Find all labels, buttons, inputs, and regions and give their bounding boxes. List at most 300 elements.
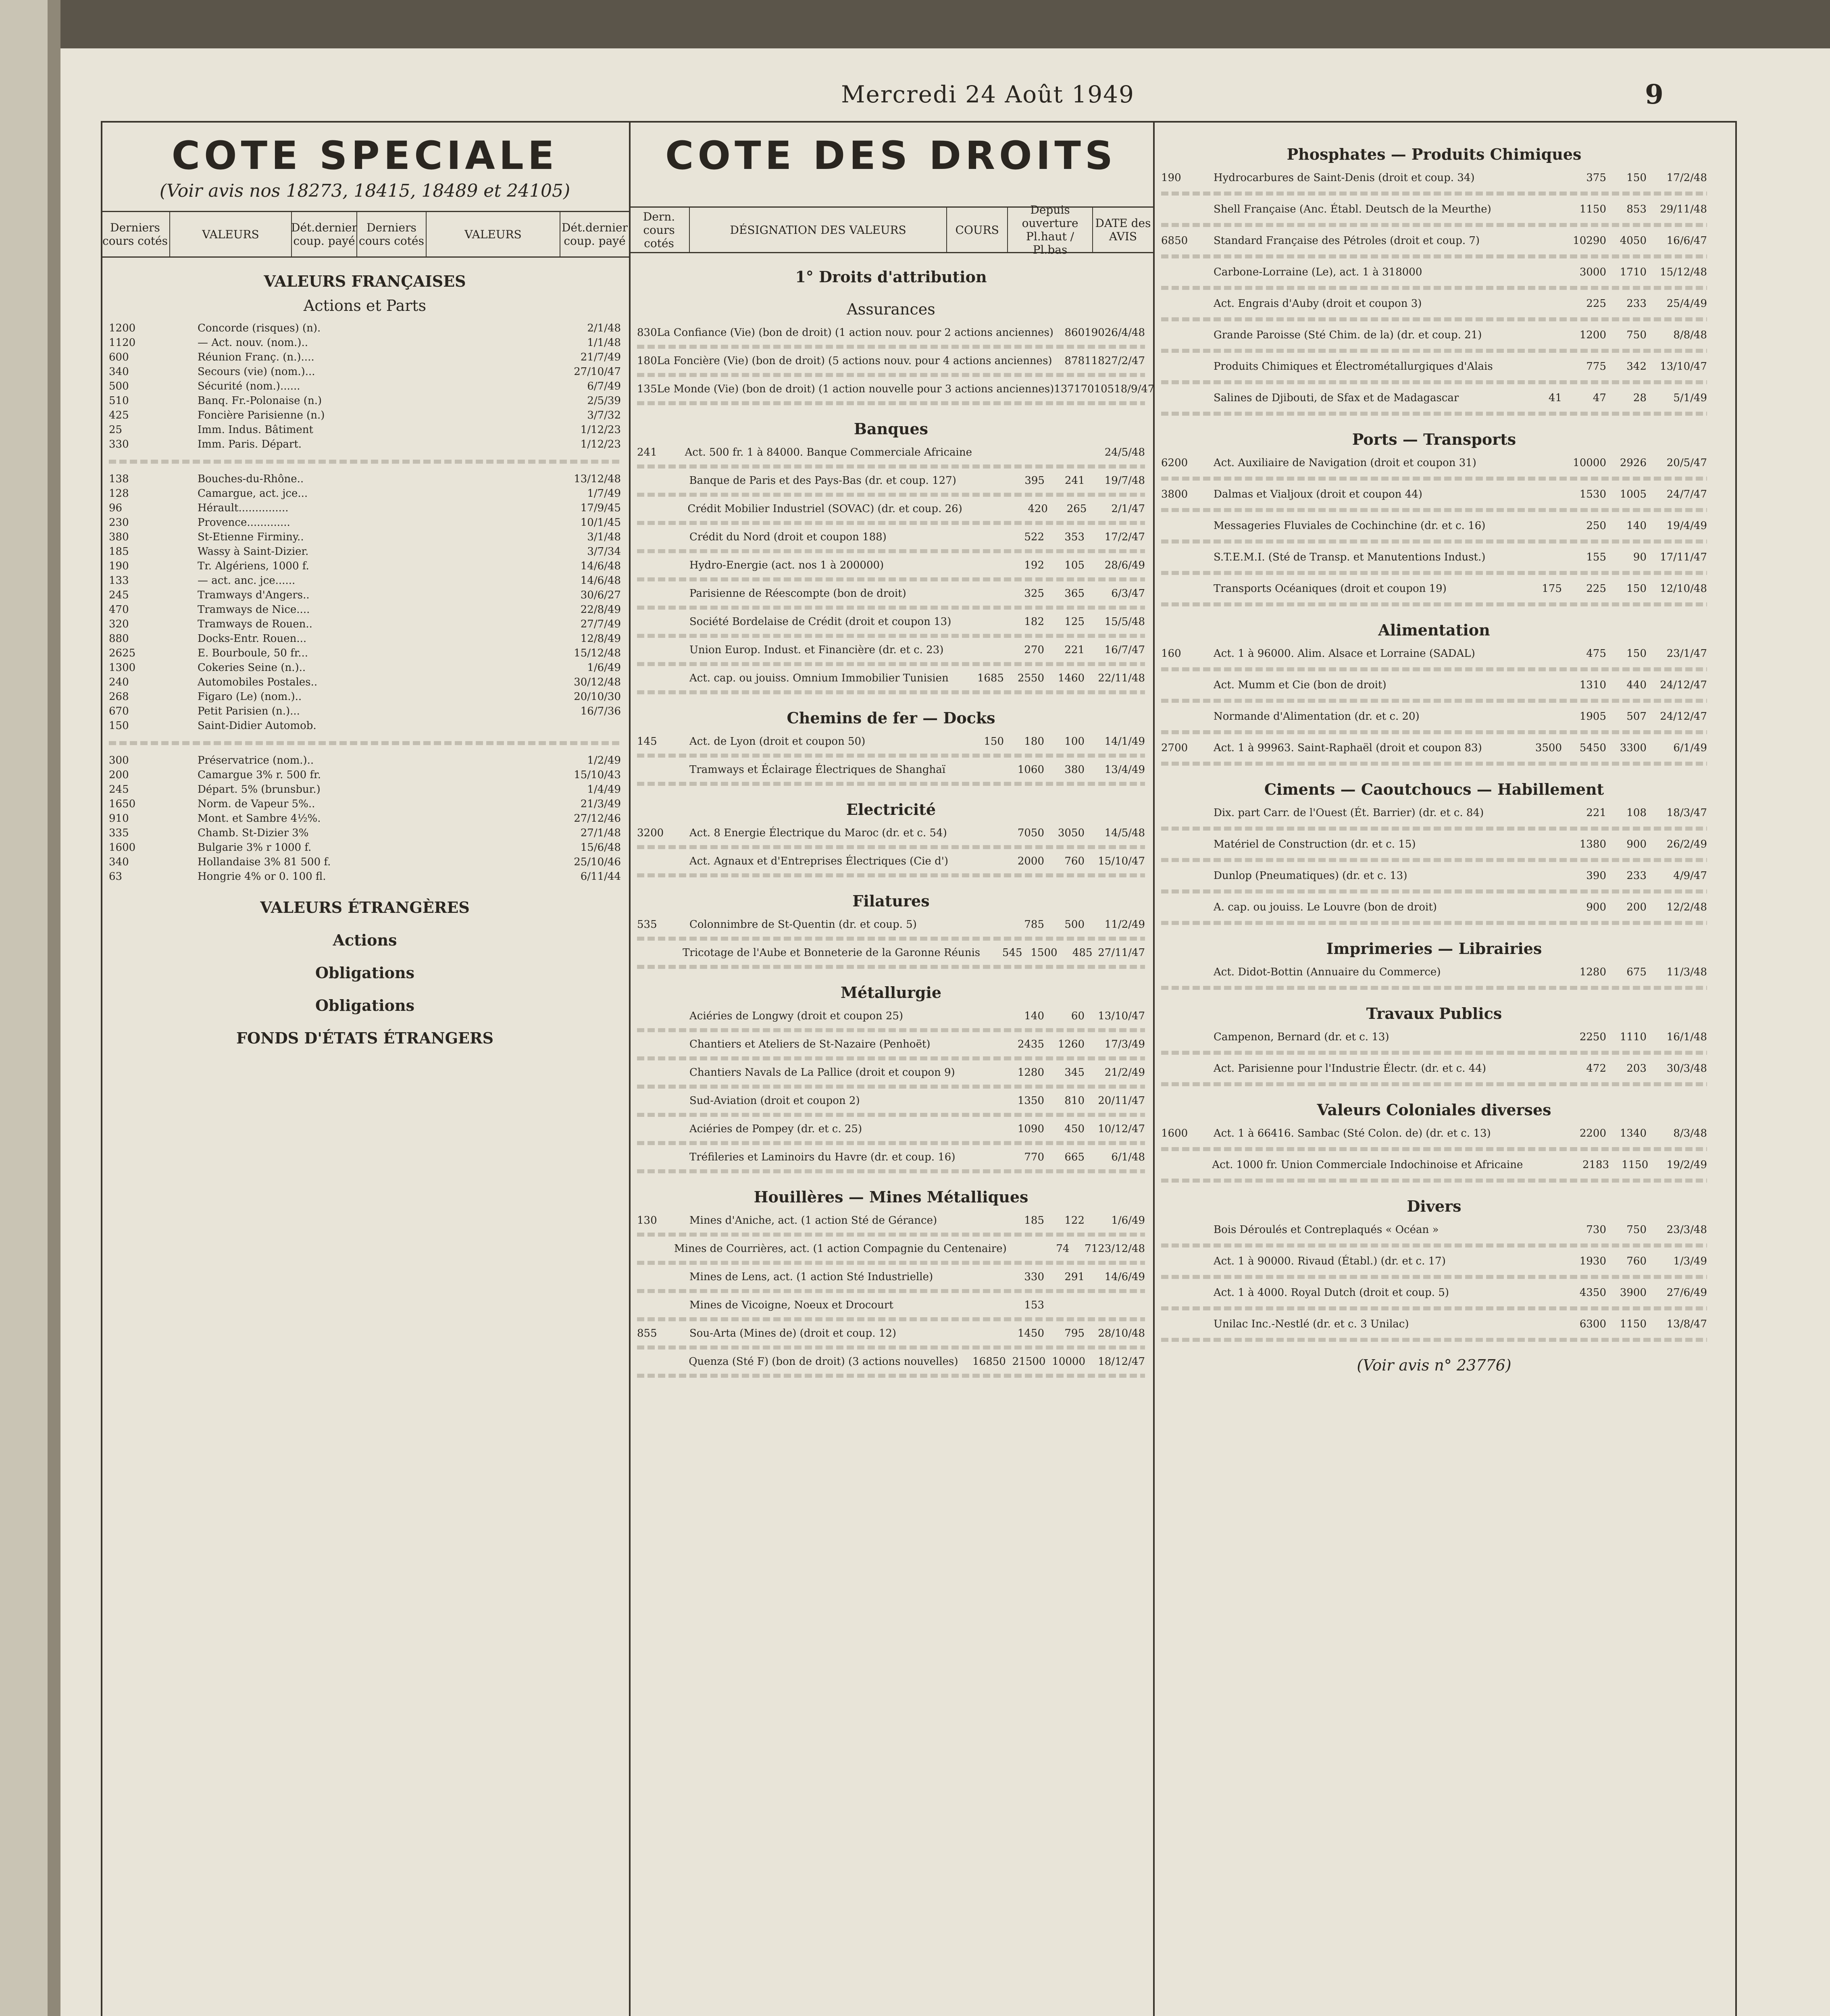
- col-header: Dét.dernier coup. payé: [292, 212, 357, 256]
- date-cell: 6/1/49: [1673, 742, 1707, 754]
- designation-cell: Act. 1 à 99963. Saint-Raphaël (droit et coupon 83): [1214, 742, 1482, 754]
- bas-cell: 353: [1064, 531, 1085, 543]
- date-cell: 24/12/47: [1660, 679, 1707, 691]
- coupon-cell: 27/12/46: [574, 812, 621, 825]
- page-number: 9: [1645, 79, 1663, 110]
- haut-cell: 47: [1593, 392, 1606, 404]
- cours-cell: 470: [109, 604, 129, 616]
- coupon-cell: 14/6/48: [580, 575, 621, 587]
- right-note: (Voir avis n° 23776): [1357, 1356, 1511, 1374]
- designation-cell: Mines de Lens, act. (1 action Sté Industrielle): [689, 1271, 933, 1283]
- bas-cell: 1710: [1620, 266, 1647, 278]
- bas-cell: 125: [1064, 616, 1085, 628]
- valeur-cell: Bulgarie 3% r 1000 f.: [198, 841, 312, 854]
- cours-cell: 137: [1054, 383, 1074, 395]
- coupon-cell: 22/8/49: [580, 604, 621, 616]
- haut-cell: 1090: [1017, 1123, 1044, 1135]
- haut-cell: 221: [1586, 807, 1606, 819]
- date-cell: 27/11/47: [1098, 947, 1145, 959]
- coupon-cell: 27/10/47: [574, 366, 621, 378]
- bas-cell: 450: [1064, 1123, 1085, 1135]
- valeur-cell: Foncière Parisienne (n.): [198, 409, 325, 421]
- valeur-cell: Imm. Paris. Départ.: [198, 438, 302, 450]
- designation-cell: Mines de Vicoigne, Noeux et Drocourt: [689, 1299, 893, 1311]
- dern-cell: 2700: [1161, 742, 1188, 754]
- date-cell: 8/8/48: [1673, 329, 1707, 341]
- cours-cell: 25: [109, 424, 123, 436]
- cote-speciale-title: COTE SPECIALE: [171, 133, 558, 178]
- valeur-cell: Hérault...............: [198, 502, 289, 514]
- coupon-cell: 1/12/23: [580, 438, 621, 450]
- haut-cell: 1150: [1579, 203, 1606, 215]
- cours-cell: 268: [109, 691, 129, 703]
- designation-cell: Union Europ. Indust. et Financière (dr. et c. 23): [689, 644, 944, 656]
- col-header: VALEURS: [170, 212, 292, 256]
- date-cell: 4/9/47: [1673, 870, 1707, 882]
- cours-cell: 245: [109, 589, 129, 601]
- designation-cell: Act. de Lyon (droit et coupon 50): [689, 735, 866, 748]
- valeur-cell: Saint-Didier Automob.: [198, 720, 316, 732]
- bas-cell: 118: [1085, 355, 1105, 367]
- bas-cell: 3300: [1620, 742, 1647, 754]
- section-heading: Assurances: [847, 300, 935, 318]
- valeur-cell: Imm. Indus. Bâtiment: [198, 424, 313, 436]
- bas-cell: 507: [1626, 710, 1647, 723]
- valeur-cell: Hongrie 4% or 0. 100 fl.: [198, 871, 326, 883]
- date-cell: 14/5/48: [1104, 827, 1145, 839]
- date-cell: 18/12/47: [1098, 1356, 1145, 1368]
- bas-cell: 3050: [1058, 827, 1085, 839]
- date-cell: 14/6/49: [1104, 1271, 1145, 1283]
- date-cell: 25/4/49: [1666, 298, 1707, 310]
- date-cell: 23/1/47: [1666, 648, 1707, 660]
- coupon-cell: 30/12/48: [574, 676, 621, 688]
- valeur-cell: Départ. 5% (brunsbur.): [198, 783, 321, 796]
- haut-cell: 1500: [1031, 947, 1058, 959]
- cours-cell: 340: [109, 856, 129, 868]
- dern-cell: 135: [637, 383, 657, 395]
- haut-cell: 1350: [1017, 1095, 1044, 1107]
- coupon-cell: 1/1/48: [587, 337, 621, 349]
- valeur-cell: Sécurité (nom.)......: [198, 380, 300, 392]
- date-cell: 12/2/48: [1666, 901, 1707, 913]
- date-cell: 14/1/49: [1104, 735, 1145, 748]
- valeur-cell: Hollandaise 3% 81 500 f.: [198, 856, 331, 868]
- haut-cell: 472: [1586, 1062, 1606, 1075]
- section-heading: Actions et Parts: [303, 297, 427, 314]
- bas-cell: 241: [1064, 475, 1085, 487]
- designation-cell: Messageries Fluviales de Cochinchine (dr. et c. 16): [1214, 520, 1486, 532]
- designation-cell: A. cap. ou jouiss. Le Louvre (bon de droit): [1214, 901, 1437, 913]
- col-header: DATE des AVIS: [1095, 217, 1151, 243]
- designation-cell: Dalmas et Vialjoux (droit et coupon 44): [1214, 488, 1422, 500]
- cours-cell: 880: [109, 633, 129, 645]
- date-cell: 11/2/49: [1104, 918, 1145, 931]
- coupon-cell: 16/7/36: [580, 705, 621, 717]
- bas-cell: 291: [1064, 1271, 1085, 1283]
- cours-cell: 2625: [109, 647, 136, 659]
- cote-des-droits-title: COTE DES DROITS: [665, 133, 1117, 178]
- designation-cell: La Foncière (Vie) (bon de droit) (5 actions nouv. pour 4 actions anciennes): [657, 355, 1052, 367]
- haut-cell: 878: [1064, 355, 1085, 367]
- haut-cell: 225: [1586, 298, 1606, 310]
- bas-cell: 500: [1064, 918, 1085, 931]
- haut-cell: 1905: [1579, 710, 1606, 723]
- designation-cell: Société Bordelaise de Crédit (droit et coupon 13): [689, 616, 951, 628]
- date-cell: 23/3/48: [1666, 1224, 1707, 1236]
- section-heading: Filatures: [852, 892, 930, 910]
- bas-cell: 140: [1626, 520, 1647, 532]
- cours-cell: 600: [109, 351, 129, 363]
- haut-cell: 1060: [1017, 764, 1044, 776]
- designation-cell: Crédit du Nord (droit et coupon 188): [689, 531, 887, 543]
- date-cell: 11/3/48: [1666, 966, 1707, 978]
- designation-cell: Quenza (Sté F) (bon de droit) (3 actions nouvelles): [689, 1356, 958, 1368]
- date-cell: 26/4/48: [1104, 327, 1145, 339]
- haut-cell: 785: [1024, 918, 1044, 931]
- designation-cell: Chantiers et Ateliers de St-Nazaire (Penhoët): [689, 1038, 931, 1050]
- haut-cell: 1280: [1579, 966, 1606, 978]
- page-date: Mercredi 24 Août 1949: [841, 81, 1135, 108]
- date-cell: 30/3/48: [1666, 1062, 1707, 1075]
- bas-cell: 342: [1626, 360, 1647, 373]
- date-cell: 6/1/48: [1111, 1151, 1145, 1163]
- haut-cell: 390: [1586, 870, 1606, 882]
- bas-cell: 233: [1626, 298, 1647, 310]
- haut-cell: 5450: [1579, 742, 1606, 754]
- valeur-cell: Tramways d'Angers..: [198, 589, 310, 601]
- designation-cell: Normande d'Alimentation (dr. et c. 20): [1214, 710, 1420, 723]
- haut-cell: 522: [1024, 531, 1044, 543]
- date-cell: 10/12/47: [1098, 1123, 1145, 1135]
- cours-cell: 1300: [109, 662, 136, 674]
- bas-cell: 221: [1064, 644, 1085, 656]
- section-heading: Ciments — Caoutchoucs — Habillement: [1264, 780, 1604, 798]
- haut-cell: 4350: [1579, 1287, 1606, 1299]
- cours-cell: 380: [109, 531, 129, 543]
- bas-cell: 233: [1626, 870, 1647, 882]
- designation-cell: Chantiers Navals de La Pallice (droit et coupon 9): [689, 1066, 955, 1079]
- cours-cell: 1200: [109, 322, 136, 334]
- section-heading: FONDS D'ÉTATS ÉTRANGERS: [236, 1029, 494, 1047]
- bas-cell: 150: [1626, 172, 1647, 184]
- col-header: Derniers cours cotés: [357, 212, 427, 256]
- date-cell: 13/10/47: [1660, 360, 1707, 373]
- section-heading: 1° Droits d'attribution: [795, 268, 987, 286]
- bas-cell: 108: [1626, 807, 1647, 819]
- dern-cell: 1600: [1161, 1127, 1188, 1139]
- cours-cell: 16850: [972, 1356, 1006, 1368]
- cours-cell: 230: [109, 516, 129, 529]
- haut-cell: 2000: [1017, 855, 1044, 867]
- haut-cell: 153: [1024, 1299, 1044, 1311]
- coupon-cell: 3/7/32: [587, 409, 621, 421]
- haut-cell: 3000: [1579, 266, 1606, 278]
- cours-cell: 500: [109, 380, 129, 392]
- coupon-cell: 17/9/45: [580, 502, 621, 514]
- coupon-cell: 13/12/48: [574, 473, 621, 485]
- designation-cell: Standard Française des Pétroles (droit et coup. 7): [1214, 235, 1480, 247]
- bas-cell: 380: [1064, 764, 1085, 776]
- date-cell: 17/11/47: [1660, 551, 1707, 563]
- designation-cell: Unilac Inc.-Nestlé (dr. et c. 3 Unilac): [1214, 1318, 1409, 1330]
- date-cell: 13/4/49: [1104, 764, 1145, 776]
- coupon-cell: 30/6/27: [580, 589, 621, 601]
- coupon-cell: 14/6/48: [580, 560, 621, 572]
- valeur-cell: Wassy à Saint-Dizier.: [198, 546, 309, 558]
- date-cell: 26/2/49: [1666, 838, 1707, 850]
- haut-cell: 6300: [1579, 1318, 1606, 1330]
- date-cell: 1/6/49: [1111, 1214, 1145, 1227]
- date-cell: 27/2/47: [1104, 355, 1145, 367]
- dern-cell: 6200: [1161, 457, 1188, 469]
- date-cell: 17/2/47: [1104, 531, 1145, 543]
- designation-cell: Act. cap. ou jouiss. Omnium Immobilier Tunisien: [689, 672, 949, 684]
- designation-cell: Act. Mumm et Cie (bon de droit): [1214, 679, 1387, 691]
- date-cell: 5/1/49: [1673, 392, 1707, 404]
- cours-cell: 1600: [109, 841, 136, 854]
- bas-cell: 1150: [1620, 1318, 1647, 1330]
- designation-cell: La Confiance (Vie) (bon de droit) (1 action nouv. pour 2 actions anciennes): [657, 327, 1053, 339]
- cours-cell: 320: [109, 618, 129, 630]
- col-header: COURS: [947, 208, 1008, 252]
- cours-cell: 240: [109, 676, 129, 688]
- haut-cell: 1280: [1017, 1066, 1044, 1079]
- designation-cell: Act. Engrais d'Auby (droit et coupon 3): [1214, 298, 1422, 310]
- bas-cell: 90: [1633, 551, 1647, 563]
- dern-cell: 3200: [637, 827, 664, 839]
- date-cell: 6/3/47: [1111, 587, 1145, 600]
- date-cell: 22/11/48: [1098, 672, 1145, 684]
- designation-cell: Sou-Arta (Mines de) (droit et coup. 12): [689, 1327, 897, 1339]
- haut-cell: 325: [1024, 587, 1044, 600]
- bas-cell: 750: [1626, 329, 1647, 341]
- haut-cell: 330: [1024, 1271, 1044, 1283]
- designation-cell: Hydro-Energie (act. nos 1 à 200000): [689, 559, 884, 571]
- bas-cell: 1340: [1620, 1127, 1647, 1139]
- section-heading: Alimentation: [1378, 621, 1490, 639]
- coupon-cell: 2/1/48: [587, 322, 621, 334]
- bas-cell: 760: [1626, 1255, 1647, 1267]
- section-heading: Métallurgie: [840, 983, 942, 1002]
- valeur-cell: Préservatrice (nom.)..: [198, 754, 314, 766]
- bas-cell: 2926: [1620, 457, 1647, 469]
- designation-cell: Act. 1 à 4000. Royal Dutch (droit et coup. 5): [1214, 1287, 1449, 1299]
- bas-cell: 440: [1626, 679, 1647, 691]
- cours-cell: 340: [109, 366, 129, 378]
- date-cell: 13/10/47: [1098, 1010, 1145, 1022]
- cours-cell: 300: [109, 754, 129, 766]
- section-heading: Travaux Publics: [1366, 1004, 1502, 1023]
- coupon-cell: 3/7/34: [587, 546, 621, 558]
- cours-cell: 133: [109, 575, 129, 587]
- cours-cell: 190: [109, 560, 129, 572]
- dern-cell: 180: [637, 355, 657, 367]
- cours-cell: 1650: [109, 798, 136, 810]
- section-heading: Actions: [333, 931, 397, 949]
- designation-cell: S.T.E.M.I. (Sté de Transp. et Manutentions Indust.): [1214, 551, 1486, 563]
- date-cell: 20/5/47: [1666, 457, 1707, 469]
- dern-cell: 855: [637, 1327, 657, 1339]
- coupon-cell: 6/11/44: [580, 871, 621, 883]
- cours-cell: 41: [1548, 392, 1562, 404]
- valeur-cell: Secours (vie) (nom.)...: [198, 366, 315, 378]
- date-cell: 16/6/47: [1666, 235, 1707, 247]
- valeur-cell: Bouches-du-Rhône..: [198, 473, 304, 485]
- date-cell: 24/12/47: [1660, 710, 1707, 723]
- haut-cell: 770: [1024, 1151, 1044, 1163]
- bas-cell: 150: [1626, 583, 1647, 595]
- dern-cell: 535: [637, 918, 657, 931]
- col-header: Derniers cours cotés: [101, 212, 170, 256]
- designation-cell: Matériel de Construction (dr. et c. 15): [1214, 838, 1416, 850]
- section-heading: VALEURS ÉTRANGÈRES: [260, 898, 470, 916]
- valeur-cell: Mont. et Sambre 4½%.: [198, 812, 321, 825]
- valeur-cell: Banq. Fr.-Polonaise (n.): [198, 395, 322, 407]
- cours-cell: 175: [1542, 583, 1562, 595]
- date-cell: 18/3/47: [1666, 807, 1707, 819]
- haut-cell: 860: [1064, 327, 1085, 339]
- coupon-cell: 1/6/49: [587, 662, 621, 674]
- designation-cell: Act. 1000 fr. Union Commerciale Indochinoise et Africaine: [1212, 1159, 1523, 1171]
- coupon-cell: 15/12/48: [574, 647, 621, 659]
- bas-cell: 203: [1626, 1062, 1647, 1075]
- col-header: DÉSIGNATION DES VALEURS: [690, 208, 947, 252]
- bas-cell: 485: [1072, 947, 1093, 959]
- haut-cell: 270: [1024, 644, 1044, 656]
- date-cell: 8/3/48: [1673, 1127, 1707, 1139]
- haut-cell: 395: [1024, 475, 1045, 487]
- coupon-cell: 20/10/30: [574, 691, 621, 703]
- designation-cell: Hydrocarbures de Saint-Denis (droit et coup. 34): [1214, 172, 1475, 184]
- designation-cell: Transports Océaniques (droit et coupon 19): [1214, 583, 1447, 595]
- haut-cell: 140: [1024, 1010, 1044, 1022]
- cours-cell: 425: [109, 409, 129, 421]
- bas-cell: 1150: [1622, 1159, 1649, 1171]
- dern-cell: 3800: [1161, 488, 1188, 500]
- bas-cell: 200: [1626, 901, 1647, 913]
- cours-cell: 335: [109, 827, 129, 839]
- haut-cell: 2250: [1579, 1031, 1606, 1043]
- designation-cell: Act. 500 fr. 1 à 84000. Banque Commerciale Africaine: [685, 446, 972, 458]
- designation-cell: Aciéries de Longwy (droit et coupon 25): [689, 1010, 904, 1022]
- valeur-cell: St-Etienne Firminy..: [198, 531, 304, 543]
- col-header: Depuis ouverture Pl.haut / Pl.bas: [1008, 208, 1093, 252]
- valeur-cell: Docks-Entr. Rouen...: [198, 633, 307, 645]
- valeur-cell: Camargue, act. jce...: [198, 487, 308, 500]
- date-cell: 29/11/48: [1660, 203, 1707, 215]
- coupon-cell: 2/5/39: [587, 395, 621, 407]
- bas-cell: 675: [1626, 966, 1647, 978]
- bas-cell: 28: [1633, 392, 1647, 404]
- bas-cell: 4050: [1620, 235, 1647, 247]
- haut-cell: 185: [1024, 1214, 1044, 1227]
- date-cell: 19/4/49: [1666, 520, 1707, 532]
- designation-cell: Sud-Aviation (droit et coupon 2): [689, 1095, 860, 1107]
- dern-cell: 190: [1161, 172, 1181, 184]
- valeur-cell: Tr. Algériens, 1000 f.: [198, 560, 309, 572]
- designation-cell: Act. Didot-Bottin (Annuaire du Commerce): [1214, 966, 1441, 978]
- col-header: VALEURS: [427, 212, 560, 256]
- section-heading: Imprimeries — Librairies: [1326, 939, 1542, 958]
- cours-cell: 138: [109, 473, 129, 485]
- cours-cell: 96: [109, 502, 123, 514]
- haut-cell: 1450: [1017, 1327, 1044, 1339]
- coupon-cell: 1/7/49: [587, 487, 621, 500]
- valeur-cell: E. Bourboule, 50 fr...: [198, 647, 308, 659]
- haut-cell: 180: [1024, 735, 1044, 748]
- date-cell: 24/7/47: [1666, 488, 1707, 500]
- coupon-cell: 10/1/45: [580, 516, 621, 529]
- haut-cell: 21500: [1012, 1356, 1046, 1368]
- coupon-cell: 27/7/49: [580, 618, 621, 630]
- designation-cell: Campenon, Bernard (dr. et c. 13): [1214, 1031, 1389, 1043]
- date-cell: 17/3/49: [1104, 1038, 1145, 1050]
- date-cell: 1/3/49: [1673, 1255, 1707, 1267]
- cours-cell: 670: [109, 705, 129, 717]
- date-cell: 28/10/48: [1098, 1327, 1145, 1339]
- haut-cell: 775: [1586, 360, 1606, 373]
- valeur-cell: — Act. nouv. (nom.)..: [198, 337, 308, 349]
- dern-cell: 6850: [1161, 235, 1188, 247]
- coupon-cell: 3/1/48: [587, 531, 621, 543]
- haut-cell: 182: [1024, 616, 1044, 628]
- bas-cell: 3900: [1620, 1287, 1647, 1299]
- section-heading: Electricité: [846, 800, 936, 818]
- section-heading: Valeurs Coloniales diverses: [1317, 1101, 1551, 1119]
- valeur-cell: Figaro (Le) (nom.)..: [198, 691, 302, 703]
- cours-cell: 150: [109, 720, 129, 732]
- designation-cell: Tricotage de l'Aube et Bonneterie de la Garonne Réunis: [683, 947, 981, 959]
- designation-cell: Act. 8 Energie Électrique du Maroc (dr. et c. 54): [689, 827, 947, 839]
- cours-cell: 128: [109, 487, 129, 500]
- valeur-cell: Automobiles Postales..: [198, 676, 318, 688]
- bas-cell: 1110: [1620, 1031, 1647, 1043]
- section-heading: VALEURS FRANÇAISES: [264, 272, 466, 290]
- coupon-cell: 1/2/49: [587, 754, 621, 766]
- designation-cell: Dunlop (Pneumatiques) (dr. et c. 13): [1214, 870, 1407, 882]
- bas-cell: 100: [1064, 735, 1085, 748]
- haut-cell: 2435: [1017, 1038, 1044, 1050]
- dern-cell: 830: [637, 327, 657, 339]
- designation-cell: Act. Auxiliaire de Navigation (droit et coupon 31): [1214, 457, 1476, 469]
- designation-cell: Tramways et Éclairage Électriques de Shanghaï: [689, 764, 946, 776]
- haut-cell: 1310: [1579, 679, 1606, 691]
- coupon-cell: 27/1/48: [580, 827, 621, 839]
- coupon-cell: 6/7/49: [587, 380, 621, 392]
- date-cell: 17/2/48: [1666, 172, 1707, 184]
- haut-cell: 10290: [1573, 235, 1606, 247]
- coupon-cell: 1/12/23: [580, 424, 621, 436]
- haut-cell: 155: [1586, 551, 1606, 563]
- bas-cell: 190: [1085, 327, 1105, 339]
- coupon-cell: 1/4/49: [587, 783, 621, 796]
- dern-cell: 130: [637, 1214, 657, 1227]
- haut-cell: 1930: [1579, 1255, 1606, 1267]
- haut-cell: 475: [1586, 648, 1606, 660]
- cours-cell: 63: [109, 871, 123, 883]
- valeur-cell: Camargue 3% r. 500 fr.: [198, 769, 321, 781]
- haut-cell: 730: [1586, 1224, 1606, 1236]
- section-heading: Obligations: [315, 996, 415, 1014]
- valeur-cell: Réunion Franç. (n.)....: [198, 351, 314, 363]
- cours-cell: 510: [109, 395, 129, 407]
- date-cell: 24/5/48: [1104, 446, 1145, 458]
- designation-cell: Salines de Djibouti, de Sfax et de Madagascar: [1214, 392, 1459, 404]
- section-heading: Phosphates — Produits Chimiques: [1287, 145, 1582, 163]
- date-cell: 16/7/47: [1104, 644, 1145, 656]
- designation-cell: Tréfileries et Laminoirs du Havre (dr. et coup. 16): [689, 1151, 956, 1163]
